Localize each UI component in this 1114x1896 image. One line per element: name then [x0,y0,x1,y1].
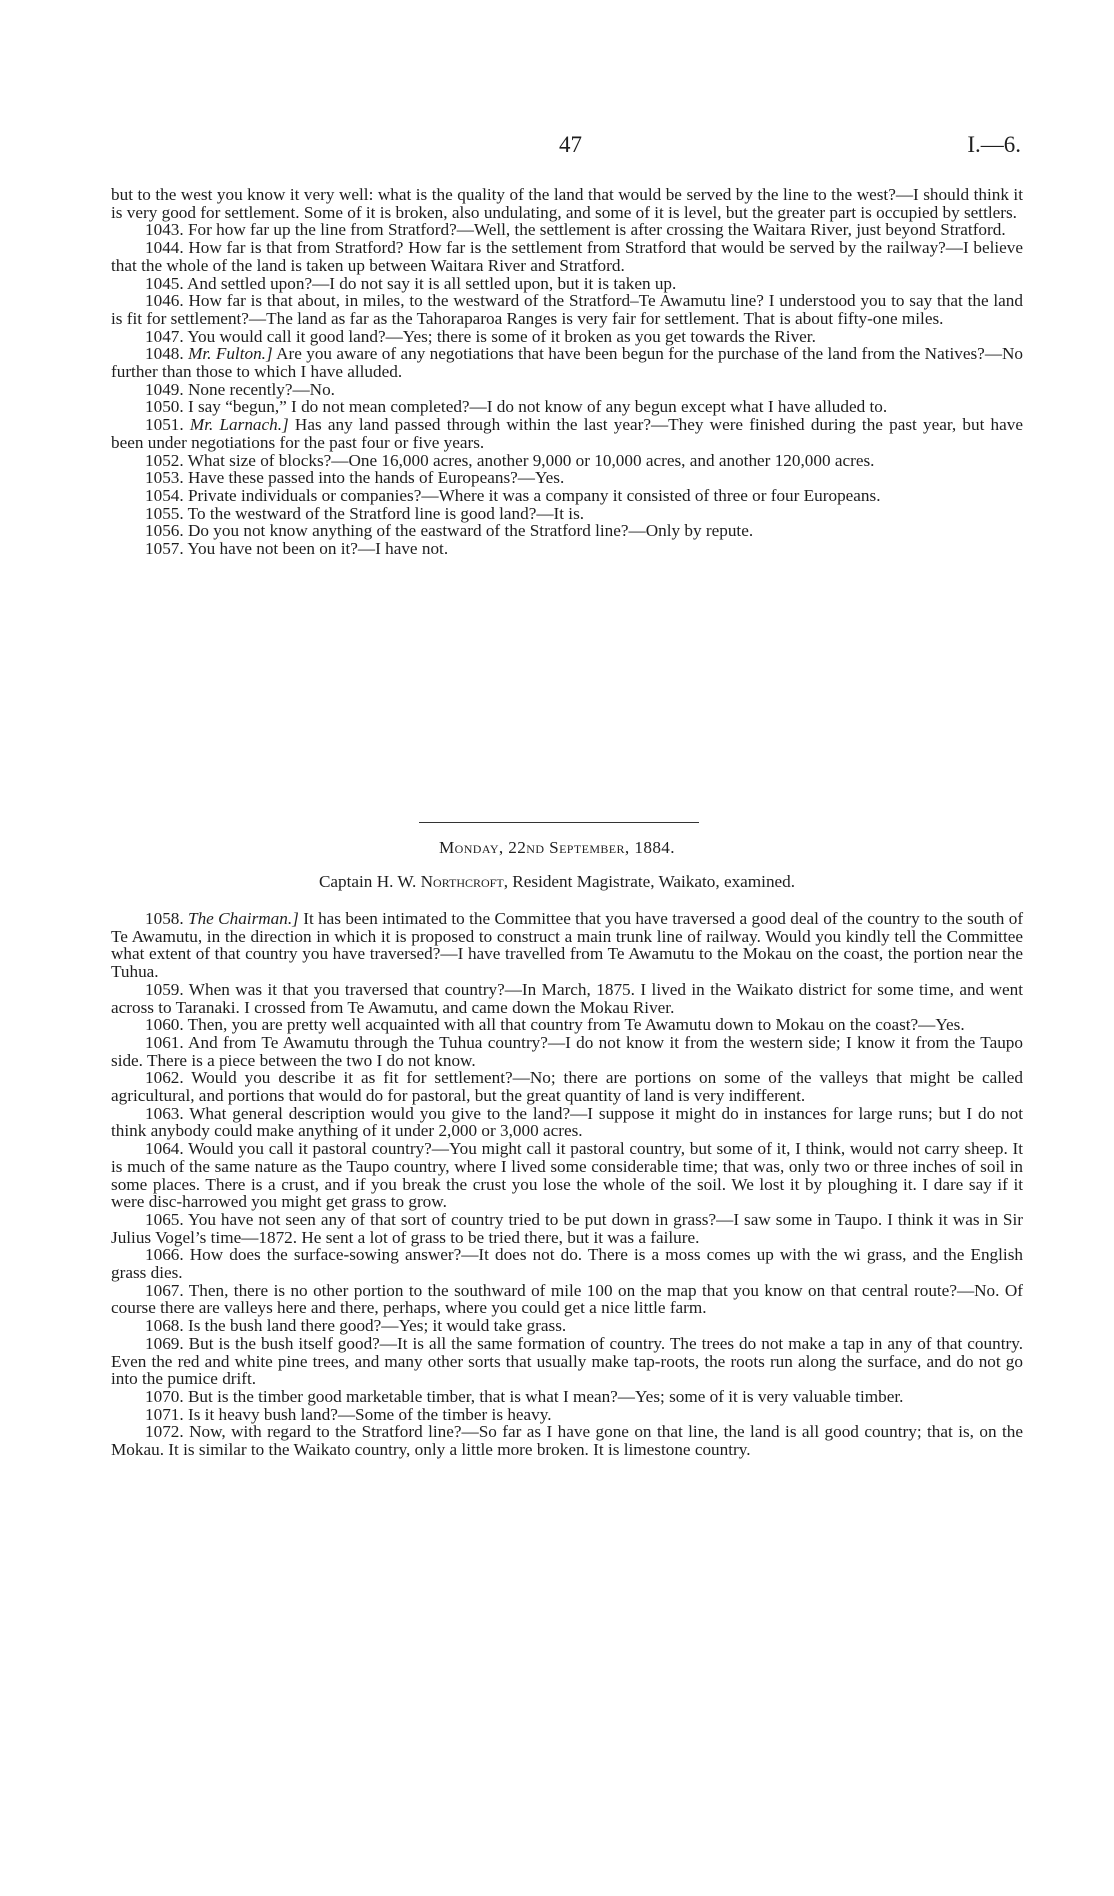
session-date-heading: Monday, 22nd September, 1884. [438,838,676,857]
question-text: Has any land passed through within the last year?—They were finished during the past year, but have been under negotiations for the past four or five years. [111,415,1023,452]
testimony-paragraph: 1067. Then, there is no other portion to the southward of mile 100 on the map that you know on that central route?—No. Of course there are valleys here and there, perhaps, where you could get a nice little farm. [111,1280,1023,1318]
speaker-name: Mr. Fulton.] [188,344,273,364]
question-text: It has been intimated to the Committee that you have traversed a good deal of the country to the south of Te Awamutu, in the direction in which it is proposed to construct a main trunk line of railway. Would you kindly tell the Committee what extent of that country you have traversed?—I have travelled from Te Awamutu to the Mokau on the coast, the portion near the Tuhua. [111,909,1024,982]
testimony-paragraph: 1070. But is the timber good marketable timber, that is what I mean?—Yes; some of it is very valuable timber. [145,1386,904,1406]
testimony-paragraph: 1055. To the westward of the Stratford line is good land?—It is. [145,503,585,523]
testimony-paragraph: 1054. Private individuals or companies?—Where it was a company it consisted of three or four Europeans. [145,485,881,505]
testimony-paragraph: 1050. I say “begun,” I do not mean completed?—I do not know of any begun except what I have alluded to. [145,397,888,417]
question-text: Are you aware of any negotiations that have been begun for the purchase of the land from the Natives?—No further than those to which I have alluded. [111,344,1024,382]
testimony-paragraph [111,345,1023,380]
testimony-block-1 [111,186,1023,558]
testimony-paragraph: 1071. Is it heavy bush land?—Some of the timber is heavy. [145,1404,552,1424]
testimony-paragraph: 1047. You would call it good land?—Yes; there is some of it broken as you get towards the River. [145,326,816,346]
testimony-paragraph: 1059. When was it that you traversed that country?—In March, 1875. I lived in the Waikato district for some time, and went across to Taranaki. I crossed from Te Awamutu, and came down the Mokau River. [111,979,1023,1017]
testimony-block-2 [111,910,1023,1459]
page-number: 47 [559,132,582,157]
testimony-paragraph [111,910,1023,981]
testimony-paragraph: 1043. For how far up the line from Stratford?—Well, the settlement is after crossing the Waitara River, just beyond Stratford. [145,220,1006,240]
testimony-paragraph: 1065. You have not seen any of that sort of country tried to be put down in grass?—I saw some in Taupo. I think it was in Sir Julius Vogel’s time—1872. He sent a lot of grass to be tried there, but it was a failure. [111,1209,1023,1247]
question-number: 1051. [145,415,184,435]
page-header [0,132,1114,162]
speaker-name: Mr. Larnach.] [189,415,289,435]
testimony-paragraph: 1056. Do you not know anything of the eastward of the Stratford line?—Only by repute. [145,521,754,541]
testimony-paragraph: 1064. Would you call it pastoral country?—You might call it pastoral country, but some of it, I think, would not carry sheep. It is much of the same nature as the Taupo country, where I lived some considerable time; that was, only two or three inches of soil in some places. There is a crust, and if you break the crust you lose the whole of the soil. We lost it by ploughing it. I dare say if it were disc-harrowed you might get grass to grow. [111,1139,1023,1212]
witness-suffix: , Resident Magistrate, Waikato, examined. [503,872,796,891]
testimony-paragraph: 1060. Then, you are pretty well acquainted with all that country from Te Awamutu down to Mokau on the coast?—Yes. [145,1015,965,1035]
testimony-paragraph [111,416,1023,451]
testimony-paragraph: but to the west you know it very well: what is the quality of the land that would be served by the line to the west?—I should think it is very good for settlement. Some of it is broken, also undulating, and some of it is level, but the greater part is occupied by settlers. [111,185,1023,222]
witness-prefix: Captain H. W. [318,872,421,891]
testimony-paragraph: 1046. How far is that about, in miles, to the westward of the Stratford–Te Awamutu line? I understood you to say that the land is fit for settlement?—The land as far as the Tahoraparoa Ranges is very fair for settlement. That is about fifty-one miles. [111,291,1023,328]
testimony-paragraph: 1057. You have not been on it?—I have not. [145,539,449,559]
witness-name: Northcroft [420,872,504,891]
witness-heading [0,872,1114,892]
testimony-paragraph: 1068. Is the bush land there good?—Yes; it would take grass. [145,1316,567,1336]
testimony-paragraph: 1044. How far is that from Stratford? How far is the settlement from Stratford that would be served by the railway?—I believe that the whole of the land is taken up between Waitara River and Stratford. [111,238,1023,275]
testimony-paragraph: 1069. But is the bush itself good?—It is all the same formation of country. The trees do not make a tap in any of that country. Even the red and white pine trees, and many other sorts that usually make tap-roots, the roots run along the surface, and do not go into the pumice drift. [111,1333,1023,1389]
testimony-paragraph: 1066. How does the surface-sowing answer?—It does not do. There is a moss comes up with the wi grass, and the English grass dies. [111,1245,1023,1283]
testimony-paragraph: 1052. What size of blocks?—One 16,000 acres, another 9,000 or 10,000 acres, and another 120,000 acres. [145,450,875,470]
testimony-paragraph: 1072. Now, with regard to the Stratford line?—So far as I have gone on that line, the land is all good country; that is, on the Mokau. It is similar to the Waikato country, only a little more broken. It is limestone country. [111,1422,1023,1460]
paper-reference: I.—6. [967,132,1021,157]
testimony-paragraph: 1063. What general description would you give to the land?—I suppose it might do in instances for large runs; but I do not think anybody could make anything of it under 2,000 or 3,000 acres. [111,1103,1023,1141]
question-number: 1048. [145,344,184,364]
testimony-paragraph: 1053. Have these passed into the hands of Europeans?—Yes. [145,468,565,488]
testimony-paragraph: 1045. And settled upon?—I do not say it is all settled upon, but it is taken up. [145,273,677,293]
testimony-paragraph: 1061. And from Te Awamutu through the Tuhua country?—I do not know it from the western side; I know it from the Taupo side. There is a piece between the two I do not know. [111,1032,1023,1070]
section-divider [419,822,699,823]
testimony-paragraph: 1049. None recently?—No. [145,379,335,399]
speaker-name: The Chairman.] [188,909,299,928]
question-number: 1058. [145,909,184,928]
testimony-paragraph: 1062. Would you describe it as fit for settlement?—No; there are portions on some of the valleys that might be called agricultural, and portions that would do for pastoral, but the great quantity of land is very indifferent. [111,1068,1023,1106]
